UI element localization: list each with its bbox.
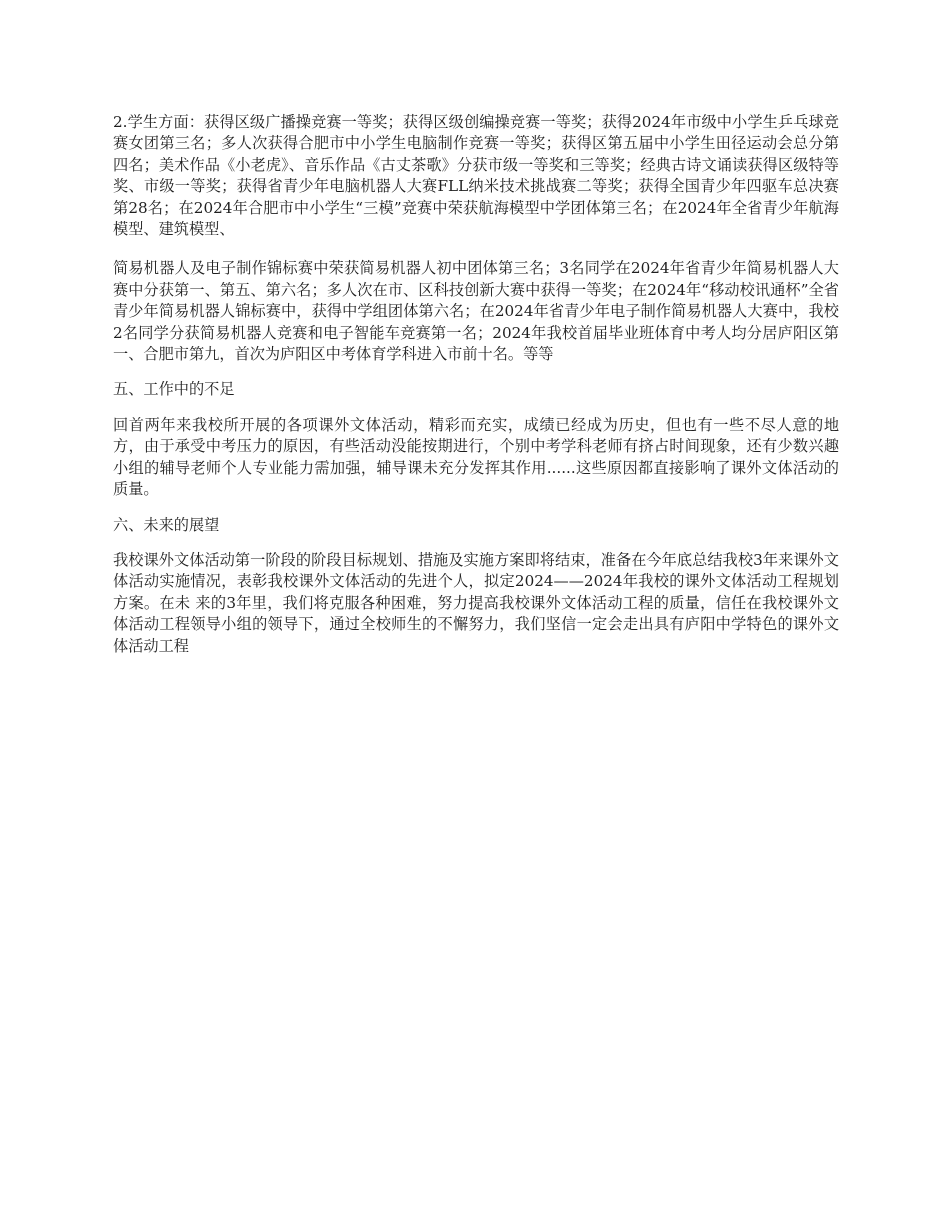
section-heading-shortcomings: 五、工作中的不足 — [113, 380, 235, 399]
paragraph-gap — [113, 401, 839, 415]
paragraph-gap — [113, 501, 839, 515]
document-page — [113, 112, 839, 657]
paragraph-outlook: 我校课外文体活动第一阶段的阶段目标规划、措施及实施方案即将结束，准备在今年底总结我校3年来课外文体活动实施情况，表彰我校课外文体活动的先进个人，拟定2024——2024年我校的课外文体活动工程规划方案。在未 来的3年里，我们将克服各种困难，努力提高我校课外文体活动工程的质量，信任在我校课外文体活动工程领导小组的领导下，通过全校师生的不懈努力，我们坚信一定会走出具有庐阳中学特色的课外文体活动工程 — [113, 550, 839, 655]
paragraph-student-achievements-2: 简易机器人及电子制作锦标赛中荣获简易机器人初中团体第三名；3名同学在2024年省青少年简易机器人大赛中分获第一、第五、第六名；多人次在市、区科技创新大赛中获得一等奖；在2024年“移动校讯通杯”全省青少年简易机器人锦标赛中，获得中学组团体第六名；在2024年省青少年电子制作简易机器人大赛中，我校2名同学分获简易机器人竞赛和电子智能车竞赛第一名；2024年我校首届毕业班体育中考人均分居庐阳区第一、合肥市第九，首次为庐阳区中考体育学科进入市前十名。等等 — [113, 259, 839, 364]
paragraph-gap — [113, 240, 839, 258]
paragraph-gap — [113, 536, 839, 550]
paragraph-shortcomings: 回首两年来我校所开展的各项课外文体活动，精彩而充实，成绩已经成为历史，但也有一些不尽人意的地方，由于承受中考压力的原因，有些活动没能按期进行，个别中考学科老师有挤占时间现象，还有少数兴趣小组的辅导老师个人专业能力需加强，辅导课未充分发挥其作用......这些原因都直接影响了课外文体活动的质量。 — [113, 415, 839, 499]
paragraph-student-achievements-1: 2.学生方面：获得区级广播操竞赛一等奖；获得区级创编操竞赛一等奖；获得2024年市级中小学生乒乓球竞赛女团第三名；多人次获得合肥市中小学生电脑制作竞赛一等奖；获得区第五届中小学生田径运动会总分第四名；美术作品《小老虎》、音乐作品《古丈茶歌》分获市级一等奖和三等奖；经典古诗文诵读获得区级特等奖、市级一等奖；获得省青少年电脑机器人大赛FLL纳米技术挑战赛二等奖；获得全国青少年四驱车总决赛第28名；在2024年合肥市中小学生“三模”竞赛中荣获航海模型中学团体第三名；在2024年全省青少年航海模型、建筑模型、 — [113, 113, 839, 239]
paragraph-gap — [113, 365, 839, 379]
section-heading-outlook: 六、未来的展望 — [113, 515, 220, 534]
